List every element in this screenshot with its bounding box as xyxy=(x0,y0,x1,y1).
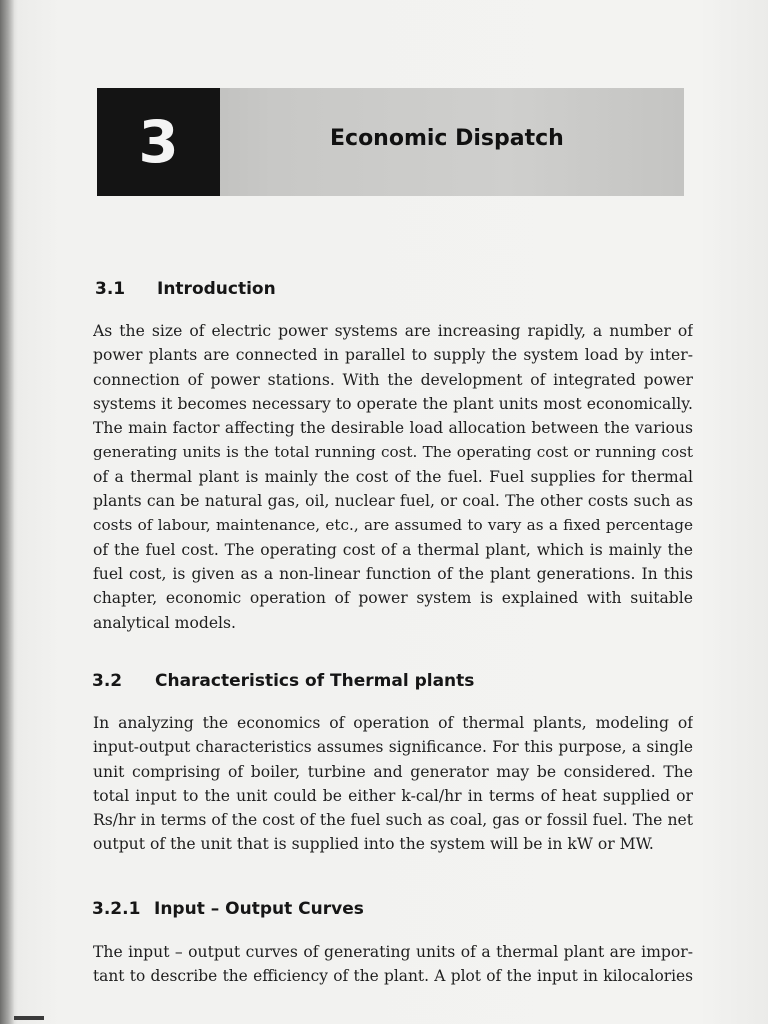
paragraph-line: of the fuel cost. The operating cost of a thermal plant, which is mainly the xyxy=(93,540,693,559)
paragraph-line: unit comprising of boiler, turbine and generator may be considered. The xyxy=(93,762,693,781)
paragraph-line: In analyzing the economics of operation of thermal plants, modeling of xyxy=(93,714,693,732)
paragraph-line: fuel cost, is given as a non-linear function of the plant generations. In this xyxy=(93,564,693,583)
chapter-number-box xyxy=(97,88,220,196)
paragraph-line: generating units is the total running cost. The operating cost or running cost xyxy=(93,443,693,462)
section-heading-characteristics xyxy=(92,671,474,691)
paragraph-line: The input – output curves of generating units of a thermal plant are impor- xyxy=(93,943,693,961)
chapter-title: Economic Dispatch xyxy=(330,126,564,151)
paragraph-line: Rs/hr in terms of the cost of the fuel such as coal, gas or fossil fuel. The net xyxy=(93,811,693,830)
introduction-paragraph xyxy=(93,319,693,635)
section-number: 3.1 xyxy=(95,279,126,299)
characteristics-paragraph xyxy=(93,711,693,857)
subsection-number: 3.2.1 xyxy=(92,899,141,919)
book-spine-shadow xyxy=(0,0,14,1024)
paragraph-line: chapter, economic operation of power system is explained with suitable xyxy=(93,589,693,608)
paragraph-line: total input to the unit could be either k-cal/hr in terms of heat supplied or xyxy=(93,786,693,805)
paragraph-line: input-output characteristics assumes significance. For this purpose, a single xyxy=(93,738,693,757)
page-corner-mark xyxy=(14,1016,44,1020)
section-number: 3.2 xyxy=(92,671,123,691)
paragraph-line: plants can be natural gas, oil, nuclear fuel, or coal. The other costs such as xyxy=(93,492,693,511)
input-output-paragraph xyxy=(93,940,693,989)
paragraph-line: power plants are connected in parallel to supply the system load by inter- xyxy=(93,346,693,365)
chapter-number: 3 xyxy=(138,108,179,176)
paragraph-line: systems it becomes necessary to operate the plant units most economically. xyxy=(93,394,693,413)
section-title: Characteristics of Thermal plants xyxy=(155,671,475,691)
paragraph-line: costs of labour, maintenance, etc., are assumed to vary as a fixed percentage xyxy=(93,516,693,535)
paragraph-line: output of the unit that is supplied into the system will be in kW or MW. xyxy=(93,835,654,854)
paragraph-line: The main factor affecting the desirable load allocation between the various xyxy=(93,419,693,438)
paragraph-line: of a thermal plant is mainly the cost of the fuel. Fuel supplies for thermal xyxy=(93,467,693,486)
section-heading-introduction xyxy=(95,279,276,299)
section-title: Introduction xyxy=(157,279,276,299)
subsection-title: Input – Output Curves xyxy=(154,899,364,919)
subsection-heading-input-output-curves xyxy=(92,899,364,919)
paragraph-line: analytical models. xyxy=(93,613,236,632)
paragraph-line: connection of power stations. With the development of integrated power xyxy=(93,370,693,389)
paragraph-line: tant to describe the efficiency of the plant. A plot of the input in kilocalories xyxy=(93,967,693,986)
paragraph-line: As the size of electric power systems are increasing rapidly, a number of xyxy=(93,322,693,340)
